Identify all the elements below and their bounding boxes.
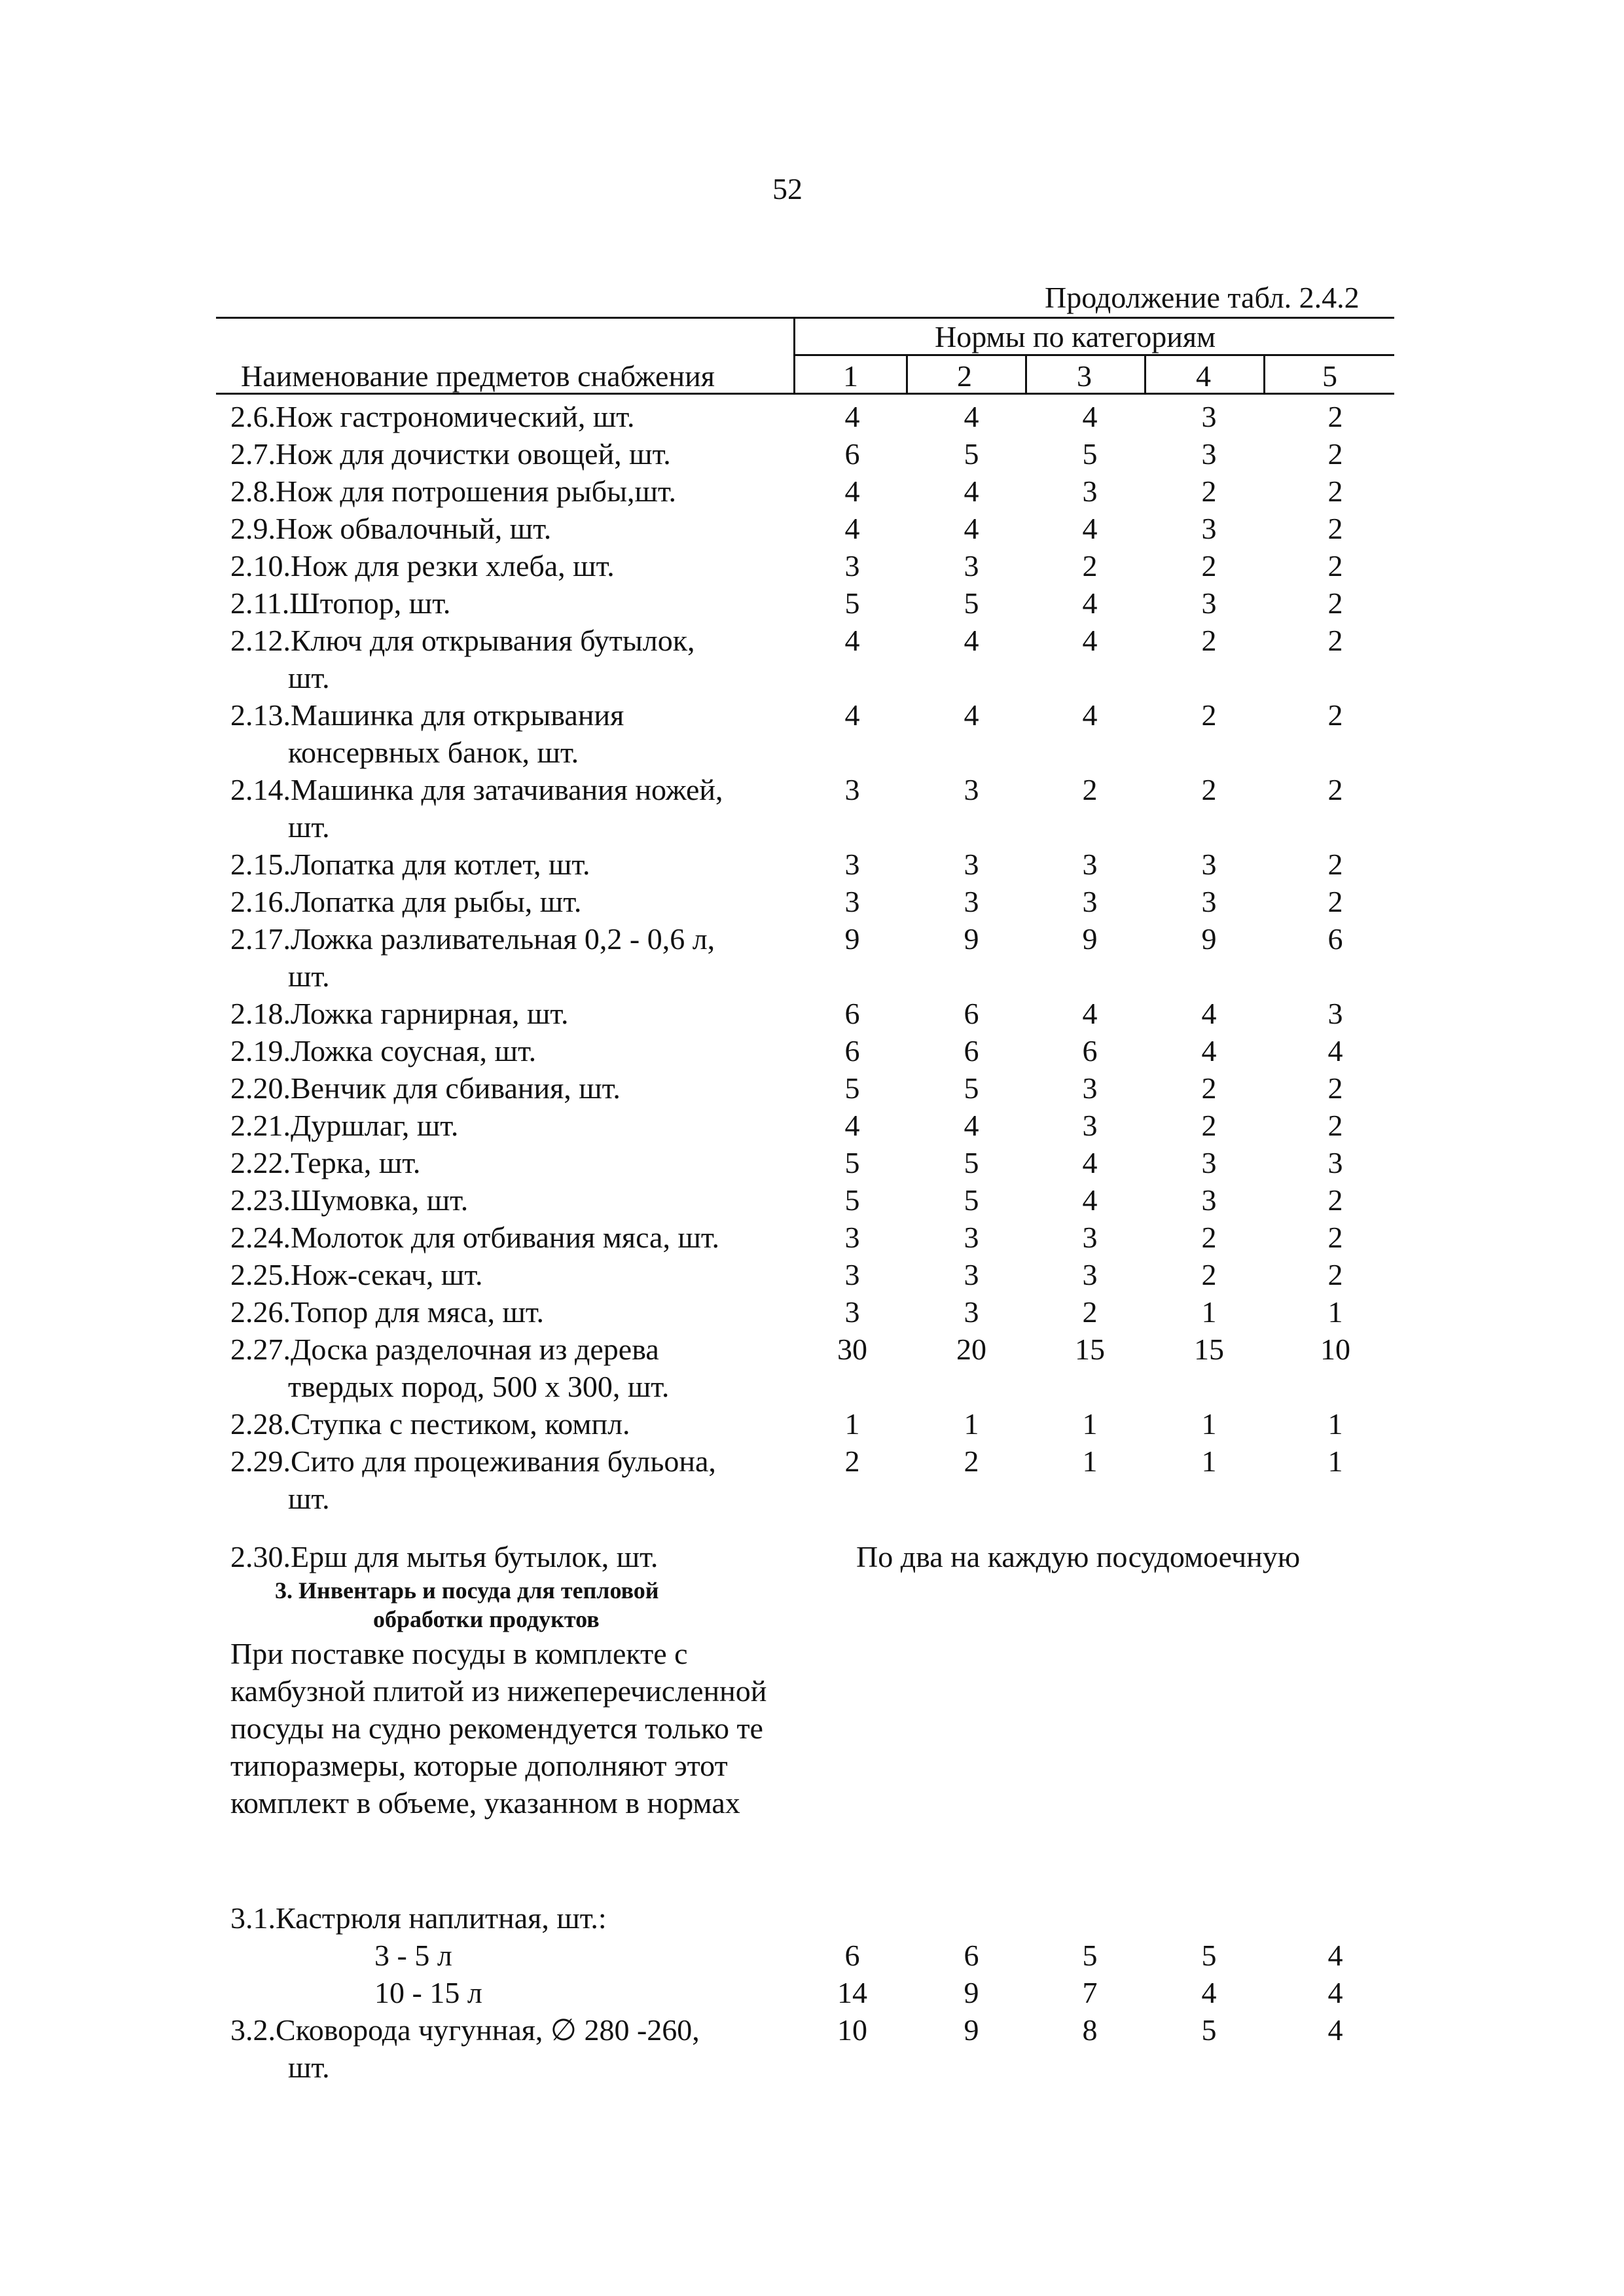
item-name: 2.18.Ложка гарнирная, шт.: [230, 997, 569, 1030]
value-cat-2: 4: [964, 1109, 979, 1142]
item-name: 2.22.Терка, шт.: [230, 1146, 421, 1179]
value-cat-1: 1: [844, 1407, 860, 1441]
value-cat-5: 2: [1327, 848, 1343, 881]
value-cat-3: 3: [1082, 475, 1098, 508]
name-column-header: Наименование предметов снабжения: [241, 359, 715, 393]
value-cat-3: 3: [1082, 1109, 1098, 1142]
value-cat-5: 2: [1327, 1221, 1343, 1254]
value-cat-5: 4: [1327, 1034, 1343, 1067]
category-header-4: 4: [1196, 359, 1211, 393]
value-cat-3: 5: [1082, 437, 1098, 471]
value-cat-1: 4: [844, 400, 860, 433]
category-header-1: 1: [843, 359, 858, 393]
value-cat-4: 4: [1201, 1034, 1217, 1067]
norms-header: Нормы по категориям: [935, 320, 1216, 353]
item-note: По два на каждую посудомоечную: [856, 1540, 1301, 1573]
value-cat-5: 4: [1327, 1976, 1343, 2009]
item-name: 3.1.Кастрюля наплитная, шт.:: [230, 1901, 607, 1935]
value-cat-3: 5: [1082, 1939, 1098, 1972]
item-subsize: 3 - 5 л: [374, 1939, 452, 1972]
item-name: 2.15.Лопатка для котлет, шт.: [230, 848, 590, 881]
table-top-rule: [216, 317, 1394, 319]
item-name: 2.23.Шумовка, шт.: [230, 1183, 469, 1217]
value-cat-1: 3: [844, 1258, 860, 1291]
value-cat-2: 3: [964, 549, 979, 583]
section-3-title-line-1: 3. Инвентарь и посуда для тепловой: [275, 1577, 659, 1604]
category-header-2: 2: [957, 359, 972, 393]
value-cat-2: 6: [964, 997, 979, 1030]
item-name: 2.19.Ложка соусная, шт.: [230, 1034, 537, 1067]
value-cat-4: 2: [1201, 624, 1217, 657]
value-cat-3: 4: [1082, 512, 1098, 545]
value-cat-1: 5: [844, 586, 860, 620]
value-cat-5: 2: [1327, 624, 1343, 657]
value-cat-1: 3: [844, 773, 860, 806]
value-cat-3: 4: [1082, 1146, 1098, 1179]
value-cat-1: 6: [844, 437, 860, 471]
value-cat-2: 4: [964, 475, 979, 508]
value-cat-2: 3: [964, 1221, 979, 1254]
value-cat-3: 9: [1082, 922, 1098, 956]
item-name: 2.16.Лопатка для рыбы, шт.: [230, 885, 582, 918]
value-cat-2: 3: [964, 885, 979, 918]
value-cat-5: 6: [1327, 922, 1343, 956]
value-cat-1: 10: [837, 2013, 867, 2047]
value-cat-3: 4: [1082, 1183, 1098, 1217]
value-cat-4: 2: [1201, 1109, 1217, 1142]
value-cat-2: 1: [964, 1407, 979, 1441]
item-name: 2.27.Доска разделочная из дерева твердых пород, 500 х 300, шт.: [230, 1333, 670, 1403]
value-cat-4: 3: [1201, 512, 1217, 545]
item-name: 2.14.Машинка для затачивания ножей, шт.: [230, 773, 723, 844]
item-subsize: 10 - 15 л: [374, 1976, 482, 2009]
header-vline-5: [1263, 354, 1265, 393]
value-cat-1: 5: [844, 1071, 860, 1105]
value-cat-5: 2: [1327, 1109, 1343, 1142]
section-3-title-line-2: обработки продуктов: [373, 1606, 600, 1632]
value-cat-4: 3: [1201, 848, 1217, 881]
value-cat-4: 15: [1194, 1333, 1224, 1366]
item-name: 3.2.Сковорода чугунная, ∅ 280 -260, шт.: [230, 2013, 700, 2084]
value-cat-1: 3: [844, 885, 860, 918]
value-cat-5: 2: [1327, 586, 1343, 620]
value-cat-1: 5: [844, 1146, 860, 1179]
value-cat-3: 2: [1082, 1295, 1098, 1329]
header-vline-3: [1025, 354, 1027, 393]
value-cat-5: 2: [1327, 885, 1343, 918]
value-cat-2: 6: [964, 1034, 979, 1067]
header-vline-2: [906, 354, 908, 393]
value-cat-2: 5: [964, 586, 979, 620]
value-cat-3: 4: [1082, 997, 1098, 1030]
value-cat-3: 7: [1082, 1976, 1098, 2009]
value-cat-4: 5: [1201, 2013, 1217, 2047]
value-cat-1: 3: [844, 1295, 860, 1329]
value-cat-4: 2: [1201, 698, 1217, 732]
item-name: 2.20.Венчик для сбивания, шт.: [230, 1071, 621, 1105]
item-name: 2.10.Нож для резки хлеба, шт.: [230, 549, 615, 583]
header-vline-4: [1144, 354, 1146, 393]
value-cat-5: 1: [1327, 1295, 1343, 1329]
value-cat-4: 2: [1201, 1221, 1217, 1254]
value-cat-5: 2: [1327, 400, 1343, 433]
item-name: 2.9.Нож обвалочный, шт.: [230, 512, 552, 545]
value-cat-2: 9: [964, 2013, 979, 2047]
value-cat-1: 3: [844, 549, 860, 583]
value-cat-3: 3: [1082, 1071, 1098, 1105]
item-name: 2.8.Нож для потрошения рыбы,шт.: [230, 475, 677, 508]
value-cat-1: 3: [844, 1221, 860, 1254]
value-cat-2: 4: [964, 512, 979, 545]
value-cat-2: 5: [964, 437, 979, 471]
value-cat-2: 5: [964, 1146, 979, 1179]
value-cat-5: 1: [1327, 1444, 1343, 1478]
value-cat-1: 4: [844, 1109, 860, 1142]
value-cat-1: 4: [844, 624, 860, 657]
value-cat-4: 3: [1201, 400, 1217, 433]
value-cat-3: 3: [1082, 848, 1098, 881]
value-cat-4: 2: [1201, 773, 1217, 806]
value-cat-5: 2: [1327, 549, 1343, 583]
value-cat-1: 30: [837, 1333, 867, 1366]
value-cat-2: 6: [964, 1939, 979, 1972]
value-cat-1: 6: [844, 1939, 860, 1972]
value-cat-2: 3: [964, 1295, 979, 1329]
value-cat-4: 5: [1201, 1939, 1217, 1972]
value-cat-4: 9: [1201, 922, 1217, 956]
value-cat-1: 4: [844, 698, 860, 732]
value-cat-1: 6: [844, 997, 860, 1030]
value-cat-4: 1: [1201, 1295, 1217, 1329]
value-cat-3: 4: [1082, 698, 1098, 732]
value-cat-1: 9: [844, 922, 860, 956]
value-cat-5: 1: [1327, 1407, 1343, 1441]
value-cat-4: 4: [1201, 1976, 1217, 2009]
value-cat-2: 5: [964, 1071, 979, 1105]
item-name: 2.25.Нож-секач, шт.: [230, 1258, 483, 1291]
value-cat-5: 2: [1327, 512, 1343, 545]
value-cat-3: 15: [1075, 1333, 1105, 1366]
value-cat-4: 3: [1201, 586, 1217, 620]
value-cat-3: 4: [1082, 624, 1098, 657]
section-3-note: При поставке посуды в комплекте с камбузной плитой из нижеперечисленной посуды на судно рекомендуется только те типоразмеры, которые дополняют этот комплект в объеме, указанном в нормах: [230, 1637, 767, 1820]
value-cat-4: 3: [1201, 1183, 1217, 1217]
norms-divider-rule: [793, 354, 1394, 356]
value-cat-3: 6: [1082, 1034, 1098, 1067]
value-cat-2: 3: [964, 773, 979, 806]
page-number: 52: [772, 172, 803, 206]
value-cat-1: 14: [837, 1976, 867, 2009]
value-cat-5: 2: [1327, 437, 1343, 471]
value-cat-3: 3: [1082, 1221, 1098, 1254]
value-cat-4: 2: [1201, 549, 1217, 583]
item-name: 2.11.Штопор, шт.: [230, 586, 451, 620]
value-cat-3: 3: [1082, 1258, 1098, 1291]
value-cat-4: 3: [1201, 885, 1217, 918]
item-name: 2.21.Дуршлаг, шт.: [230, 1109, 459, 1142]
value-cat-1: 4: [844, 475, 860, 508]
category-header-3: 3: [1077, 359, 1092, 393]
continuation-caption: Продолжение табл. 2.4.2: [1045, 281, 1360, 314]
value-cat-3: 8: [1082, 2013, 1098, 2047]
value-cat-5: 2: [1327, 1258, 1343, 1291]
value-cat-3: 2: [1082, 773, 1098, 806]
value-cat-2: 9: [964, 922, 979, 956]
value-cat-1: 2: [844, 1444, 860, 1478]
section-3-title: [275, 1576, 746, 1634]
value-cat-3: 3: [1082, 885, 1098, 918]
item-name: 2.6.Нож гастрономический, шт.: [230, 400, 635, 433]
value-cat-5: 3: [1327, 997, 1343, 1030]
value-cat-5: 10: [1320, 1333, 1350, 1366]
value-cat-4: 1: [1201, 1444, 1217, 1478]
value-cat-5: 2: [1327, 1071, 1343, 1105]
value-cat-1: 5: [844, 1183, 860, 1217]
value-cat-2: 4: [964, 400, 979, 433]
value-cat-5: 4: [1327, 2013, 1343, 2047]
value-cat-4: 1: [1201, 1407, 1217, 1441]
item-name: 2.13.Машинка для открывания консервных банок, шт.: [230, 698, 624, 769]
value-cat-4: 2: [1201, 475, 1217, 508]
value-cat-2: 3: [964, 848, 979, 881]
item-name: 2.26.Топор для мяса, шт.: [230, 1295, 545, 1329]
category-header-5: 5: [1322, 359, 1337, 393]
item-name: 2.29.Сито для процеживания бульона, шт.: [230, 1444, 716, 1515]
value-cat-2: 20: [956, 1333, 986, 1366]
value-cat-4: 3: [1201, 437, 1217, 471]
value-cat-4: 3: [1201, 1146, 1217, 1179]
value-cat-3: 4: [1082, 586, 1098, 620]
value-cat-5: 4: [1327, 1939, 1343, 1972]
value-cat-4: 2: [1201, 1071, 1217, 1105]
value-cat-3: 1: [1082, 1444, 1098, 1478]
header-vline-1: [793, 317, 795, 393]
value-cat-3: 2: [1082, 549, 1098, 583]
value-cat-1: 6: [844, 1034, 860, 1067]
value-cat-4: 4: [1201, 997, 1217, 1030]
value-cat-3: 1: [1082, 1407, 1098, 1441]
value-cat-5: 2: [1327, 698, 1343, 732]
value-cat-1: 4: [844, 512, 860, 545]
value-cat-5: 3: [1327, 1146, 1343, 1179]
value-cat-5: 2: [1327, 475, 1343, 508]
value-cat-3: 4: [1082, 400, 1098, 433]
item-name: 2.7.Нож для дочистки овощей, шт.: [230, 437, 671, 471]
item-name: 2.12.Ключ для открывания бутылок, шт.: [230, 624, 695, 694]
value-cat-4: 2: [1201, 1258, 1217, 1291]
value-cat-2: 3: [964, 1258, 979, 1291]
value-cat-2: 9: [964, 1976, 979, 2009]
item-name: 2.24.Молоток для отбивания мяса, шт.: [230, 1221, 720, 1254]
value-cat-2: 4: [964, 624, 979, 657]
item-name: 2.17.Ложка разливательная 0,2 - 0,6 л, шт.: [230, 922, 715, 993]
value-cat-2: 5: [964, 1183, 979, 1217]
value-cat-1: 3: [844, 848, 860, 881]
value-cat-2: 2: [964, 1444, 979, 1478]
value-cat-5: 2: [1327, 773, 1343, 806]
value-cat-5: 2: [1327, 1183, 1343, 1217]
value-cat-2: 4: [964, 698, 979, 732]
item-name: 2.30.Ерш для мытья бутылок, шт.: [230, 1540, 659, 1573]
item-name: 2.28.Ступка с пестиком, компл.: [230, 1407, 630, 1441]
